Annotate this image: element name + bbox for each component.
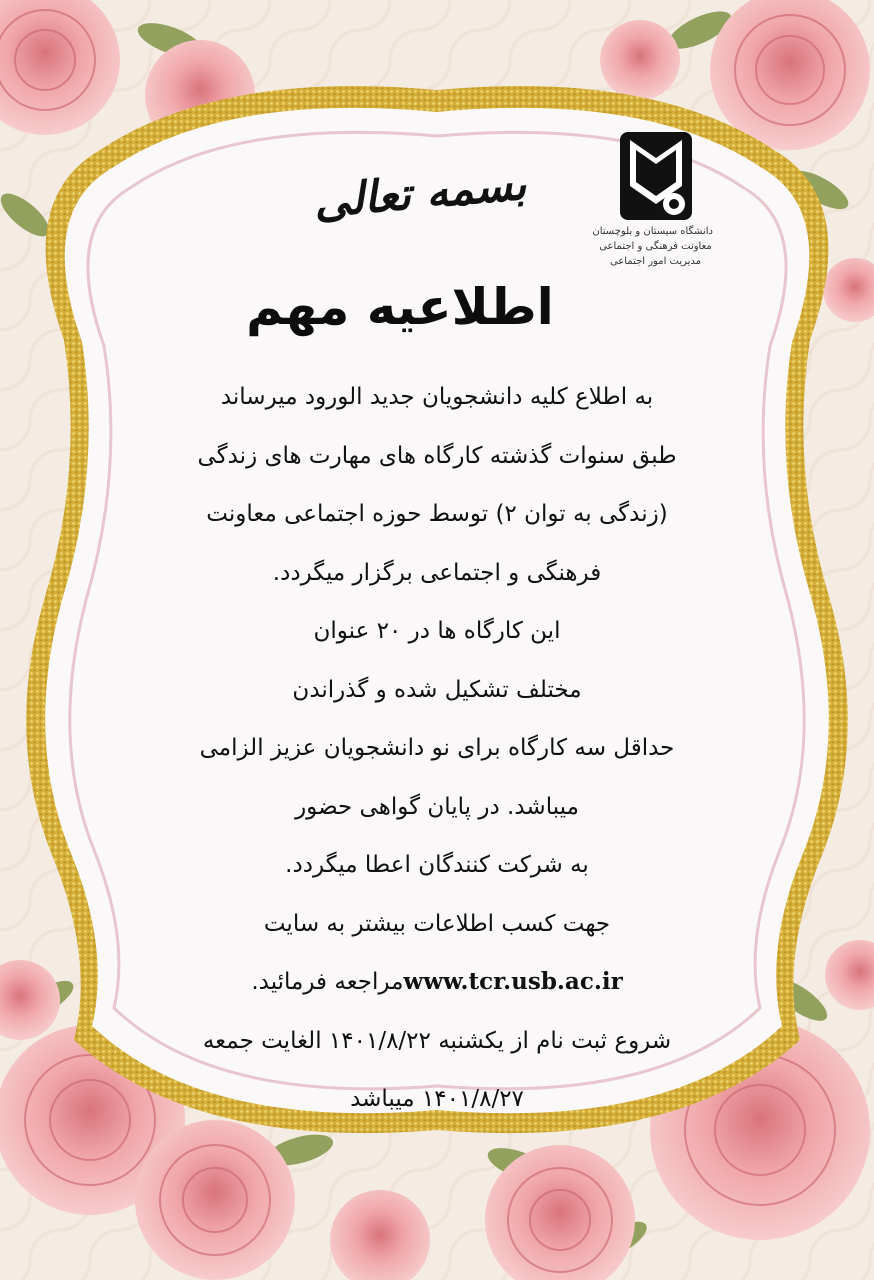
body-line: به اطلاع کلیه دانشجویان جدید الورود میرساند (220, 384, 654, 410)
site-url: www.tcr.usb.ac.ir (403, 968, 623, 995)
body-line: میباشد. در پایان گواهی حضور (295, 793, 579, 820)
body-line: به شرکت کنندگان اعطا میگردد. (285, 852, 589, 878)
basmala: بسمه تعالی (311, 158, 529, 229)
registration-line: ۱۴۰۱/۸/۲۷ میباشد (350, 1086, 524, 1112)
body-line: فرهنگی و اجتماعی برگزار میگردد. (272, 559, 602, 586)
site-line (140, 953, 734, 1012)
site-suffix: مراجعه فرمائید. (251, 969, 404, 995)
page-title: اطلاعیه مهم (246, 278, 554, 336)
registration-line: شروع ثبت نام از یکشنبه ۱۴۰۱/۸/۲۲ الغایت جمعه (202, 1027, 672, 1054)
body-line: (زندگی به توان ۲) توسط حوزه اجتماعی معاونت (206, 501, 668, 527)
university-emblem-icon (616, 128, 696, 224)
notice-body (140, 368, 734, 1129)
university-logo (592, 128, 713, 269)
logo-deputy-name: معاونت فرهنگی و اجتماعی (599, 241, 712, 252)
logo-university-name: دانشگاه سیستان و بلوچستان (592, 226, 713, 237)
body-line: این کارگاه ها در ۲۰ عنوان (313, 618, 561, 644)
body-line: حداقل سه کارگاه برای نو دانشجویان عزیز الزامی (199, 735, 675, 761)
body-line: مختلف تشکیل شده و گذراندن (292, 676, 582, 703)
body-line: طبق سنوات گذشته کارگاه های مهارت های زندگی (197, 442, 677, 469)
body-line: جهت کسب اطلاعات بیشتر به سایت (263, 910, 611, 937)
logo-department-name: مدیریت امور اجتماعی (609, 256, 702, 267)
